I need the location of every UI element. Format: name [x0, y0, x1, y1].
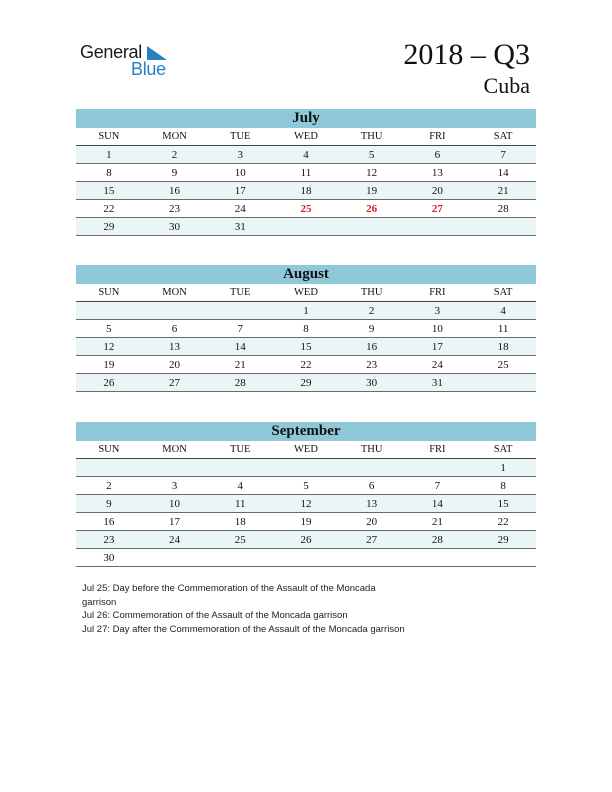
day-cell: 20 [405, 182, 471, 200]
day-cell: 28 [207, 374, 273, 392]
week-row [76, 338, 536, 356]
week-row [76, 200, 536, 218]
day-cell: 2 [339, 302, 405, 320]
weekday-header: SUN [76, 441, 142, 459]
day-cell: 8 [273, 320, 339, 338]
day-cell: 15 [76, 182, 142, 200]
week-row [76, 302, 536, 320]
day-cell: 17 [142, 513, 208, 531]
day-cell: 8 [470, 477, 536, 495]
day-cell: 12 [339, 164, 405, 182]
day-cell: 26 [76, 374, 142, 392]
day-cell: 7 [405, 477, 471, 495]
logo-word-general: General [80, 42, 142, 62]
weekday-header: TUE [207, 284, 273, 302]
month-header: September [76, 422, 536, 441]
weekday-header: SAT [470, 284, 536, 302]
month-header: August [76, 265, 536, 284]
empty-day-cell [339, 459, 405, 477]
day-cell: 19 [76, 356, 142, 374]
day-cell: 6 [339, 477, 405, 495]
weekday-header: SUN [76, 128, 142, 146]
empty-day-cell [207, 549, 273, 567]
day-cell: 15 [470, 495, 536, 513]
day-cell: 30 [339, 374, 405, 392]
empty-day-cell [273, 218, 339, 236]
empty-day-cell [207, 302, 273, 320]
week-row [76, 513, 536, 531]
day-cell: 15 [273, 338, 339, 356]
calendar-grid [76, 128, 536, 236]
week-row [76, 459, 536, 477]
day-cell: 17 [207, 182, 273, 200]
day-cell: 28 [470, 200, 536, 218]
day-cell: 24 [142, 531, 208, 549]
weekday-header: THU [339, 284, 405, 302]
empty-day-cell [76, 302, 142, 320]
calendar-grid [76, 284, 536, 392]
day-cell: 30 [76, 549, 142, 567]
weekday-header: MON [142, 128, 208, 146]
day-cell: 13 [339, 495, 405, 513]
day-cell: 29 [470, 531, 536, 549]
month-header: July [76, 109, 536, 128]
empty-day-cell [207, 459, 273, 477]
calendar-grid [76, 441, 536, 567]
weekday-header: FRI [405, 128, 471, 146]
empty-day-cell [339, 218, 405, 236]
empty-day-cell [76, 459, 142, 477]
month-september [76, 422, 536, 567]
day-cell: 6 [142, 320, 208, 338]
day-cell: 31 [207, 218, 273, 236]
day-cell: 12 [76, 338, 142, 356]
week-row [76, 374, 536, 392]
day-cell: 2 [142, 146, 208, 164]
week-row [76, 495, 536, 513]
day-cell: 9 [76, 495, 142, 513]
week-row [76, 477, 536, 495]
day-cell: 12 [273, 495, 339, 513]
day-cell: 18 [470, 338, 536, 356]
day-cell: 14 [470, 164, 536, 182]
empty-day-cell [142, 549, 208, 567]
day-cell: 19 [339, 182, 405, 200]
day-cell: 22 [470, 513, 536, 531]
day-cell: 21 [207, 356, 273, 374]
empty-day-cell [273, 459, 339, 477]
day-cell: 28 [405, 531, 471, 549]
day-cell: 17 [405, 338, 471, 356]
day-cell: 10 [142, 495, 208, 513]
weekday-header: THU [339, 441, 405, 459]
day-cell: 25 [207, 531, 273, 549]
logo-word-blue: Blue [131, 59, 166, 79]
day-cell: 3 [207, 146, 273, 164]
day-cell: 18 [207, 513, 273, 531]
day-cell: 14 [405, 495, 471, 513]
weekday-header: FRI [405, 441, 471, 459]
page-title: 2018 – Q3 [403, 38, 530, 71]
day-cell: 5 [339, 146, 405, 164]
weekday-header: MON [142, 284, 208, 302]
weekday-header: FRI [405, 284, 471, 302]
week-row [76, 218, 536, 236]
day-cell: 16 [142, 182, 208, 200]
empty-day-cell [339, 549, 405, 567]
day-cell: 19 [273, 513, 339, 531]
day-cell: 24 [405, 356, 471, 374]
day-cell: 5 [273, 477, 339, 495]
day-cell: 3 [142, 477, 208, 495]
day-cell: 1 [76, 146, 142, 164]
country-name: Cuba [483, 73, 530, 98]
weekday-header: WED [273, 441, 339, 459]
holiday-note: Jul 26: Commemoration of the Assault of the Moncada garrison [82, 610, 348, 621]
day-cell: 5 [76, 320, 142, 338]
day-cell: 21 [405, 513, 471, 531]
day-cell: 31 [405, 374, 471, 392]
day-cell: 11 [470, 320, 536, 338]
holiday-notes [82, 582, 412, 636]
week-row [76, 531, 536, 549]
day-cell: 1 [470, 459, 536, 477]
day-cell: 11 [273, 164, 339, 182]
weekday-header: SAT [470, 441, 536, 459]
holiday-note: Jul 25: Day before the Commemoration of the Assault of the Moncada garrison [82, 583, 376, 608]
day-cell: 25 [470, 356, 536, 374]
week-row [76, 182, 536, 200]
day-cell: 6 [405, 146, 471, 164]
week-row [76, 146, 536, 164]
holiday-day-cell: 27 [405, 200, 471, 218]
day-cell: 1 [273, 302, 339, 320]
day-cell: 23 [339, 356, 405, 374]
day-cell: 22 [273, 356, 339, 374]
day-cell: 26 [273, 531, 339, 549]
day-cell: 9 [339, 320, 405, 338]
day-cell: 30 [142, 218, 208, 236]
weekday-header: WED [273, 284, 339, 302]
day-cell: 7 [207, 320, 273, 338]
day-cell: 4 [470, 302, 536, 320]
day-cell: 7 [470, 146, 536, 164]
day-cell: 18 [273, 182, 339, 200]
empty-day-cell [405, 459, 471, 477]
logo-flag-icon [147, 46, 167, 60]
day-cell: 4 [273, 146, 339, 164]
holiday-day-cell: 25 [273, 200, 339, 218]
week-row [76, 356, 536, 374]
holiday-day-cell: 26 [339, 200, 405, 218]
day-cell: 29 [273, 374, 339, 392]
week-row [76, 320, 536, 338]
week-row [76, 549, 536, 567]
day-cell: 9 [142, 164, 208, 182]
month-july [76, 109, 536, 236]
day-cell: 3 [405, 302, 471, 320]
day-cell: 21 [470, 182, 536, 200]
weekday-header: SAT [470, 128, 536, 146]
day-cell: 16 [339, 338, 405, 356]
day-cell: 2 [76, 477, 142, 495]
weekday-header: TUE [207, 128, 273, 146]
day-cell: 10 [207, 164, 273, 182]
day-cell: 13 [142, 338, 208, 356]
day-cell: 8 [76, 164, 142, 182]
weekday-header: WED [273, 128, 339, 146]
day-cell: 22 [76, 200, 142, 218]
day-cell: 13 [405, 164, 471, 182]
day-cell: 16 [76, 513, 142, 531]
week-row [76, 164, 536, 182]
holiday-note: Jul 27: Day after the Commemoration of the Assault of the Moncada garrison [82, 623, 405, 635]
empty-day-cell [470, 218, 536, 236]
day-cell: 20 [142, 356, 208, 374]
empty-day-cell [142, 459, 208, 477]
day-cell: 23 [76, 531, 142, 549]
day-cell: 27 [339, 531, 405, 549]
empty-day-cell [142, 302, 208, 320]
generalblue-logo [80, 40, 190, 80]
day-cell: 29 [76, 218, 142, 236]
day-cell: 27 [142, 374, 208, 392]
day-cell: 14 [207, 338, 273, 356]
day-cell: 24 [207, 200, 273, 218]
empty-day-cell [470, 374, 536, 392]
weekday-header: MON [142, 441, 208, 459]
day-cell: 10 [405, 320, 471, 338]
day-cell: 4 [207, 477, 273, 495]
day-cell: 20 [339, 513, 405, 531]
month-august [76, 265, 536, 392]
weekday-header: THU [339, 128, 405, 146]
day-cell: 11 [207, 495, 273, 513]
empty-day-cell [405, 218, 471, 236]
empty-day-cell [405, 549, 471, 567]
day-cell: 23 [142, 200, 208, 218]
empty-day-cell [273, 549, 339, 567]
weekday-header: TUE [207, 441, 273, 459]
weekday-header: SUN [76, 284, 142, 302]
empty-day-cell [470, 549, 536, 567]
